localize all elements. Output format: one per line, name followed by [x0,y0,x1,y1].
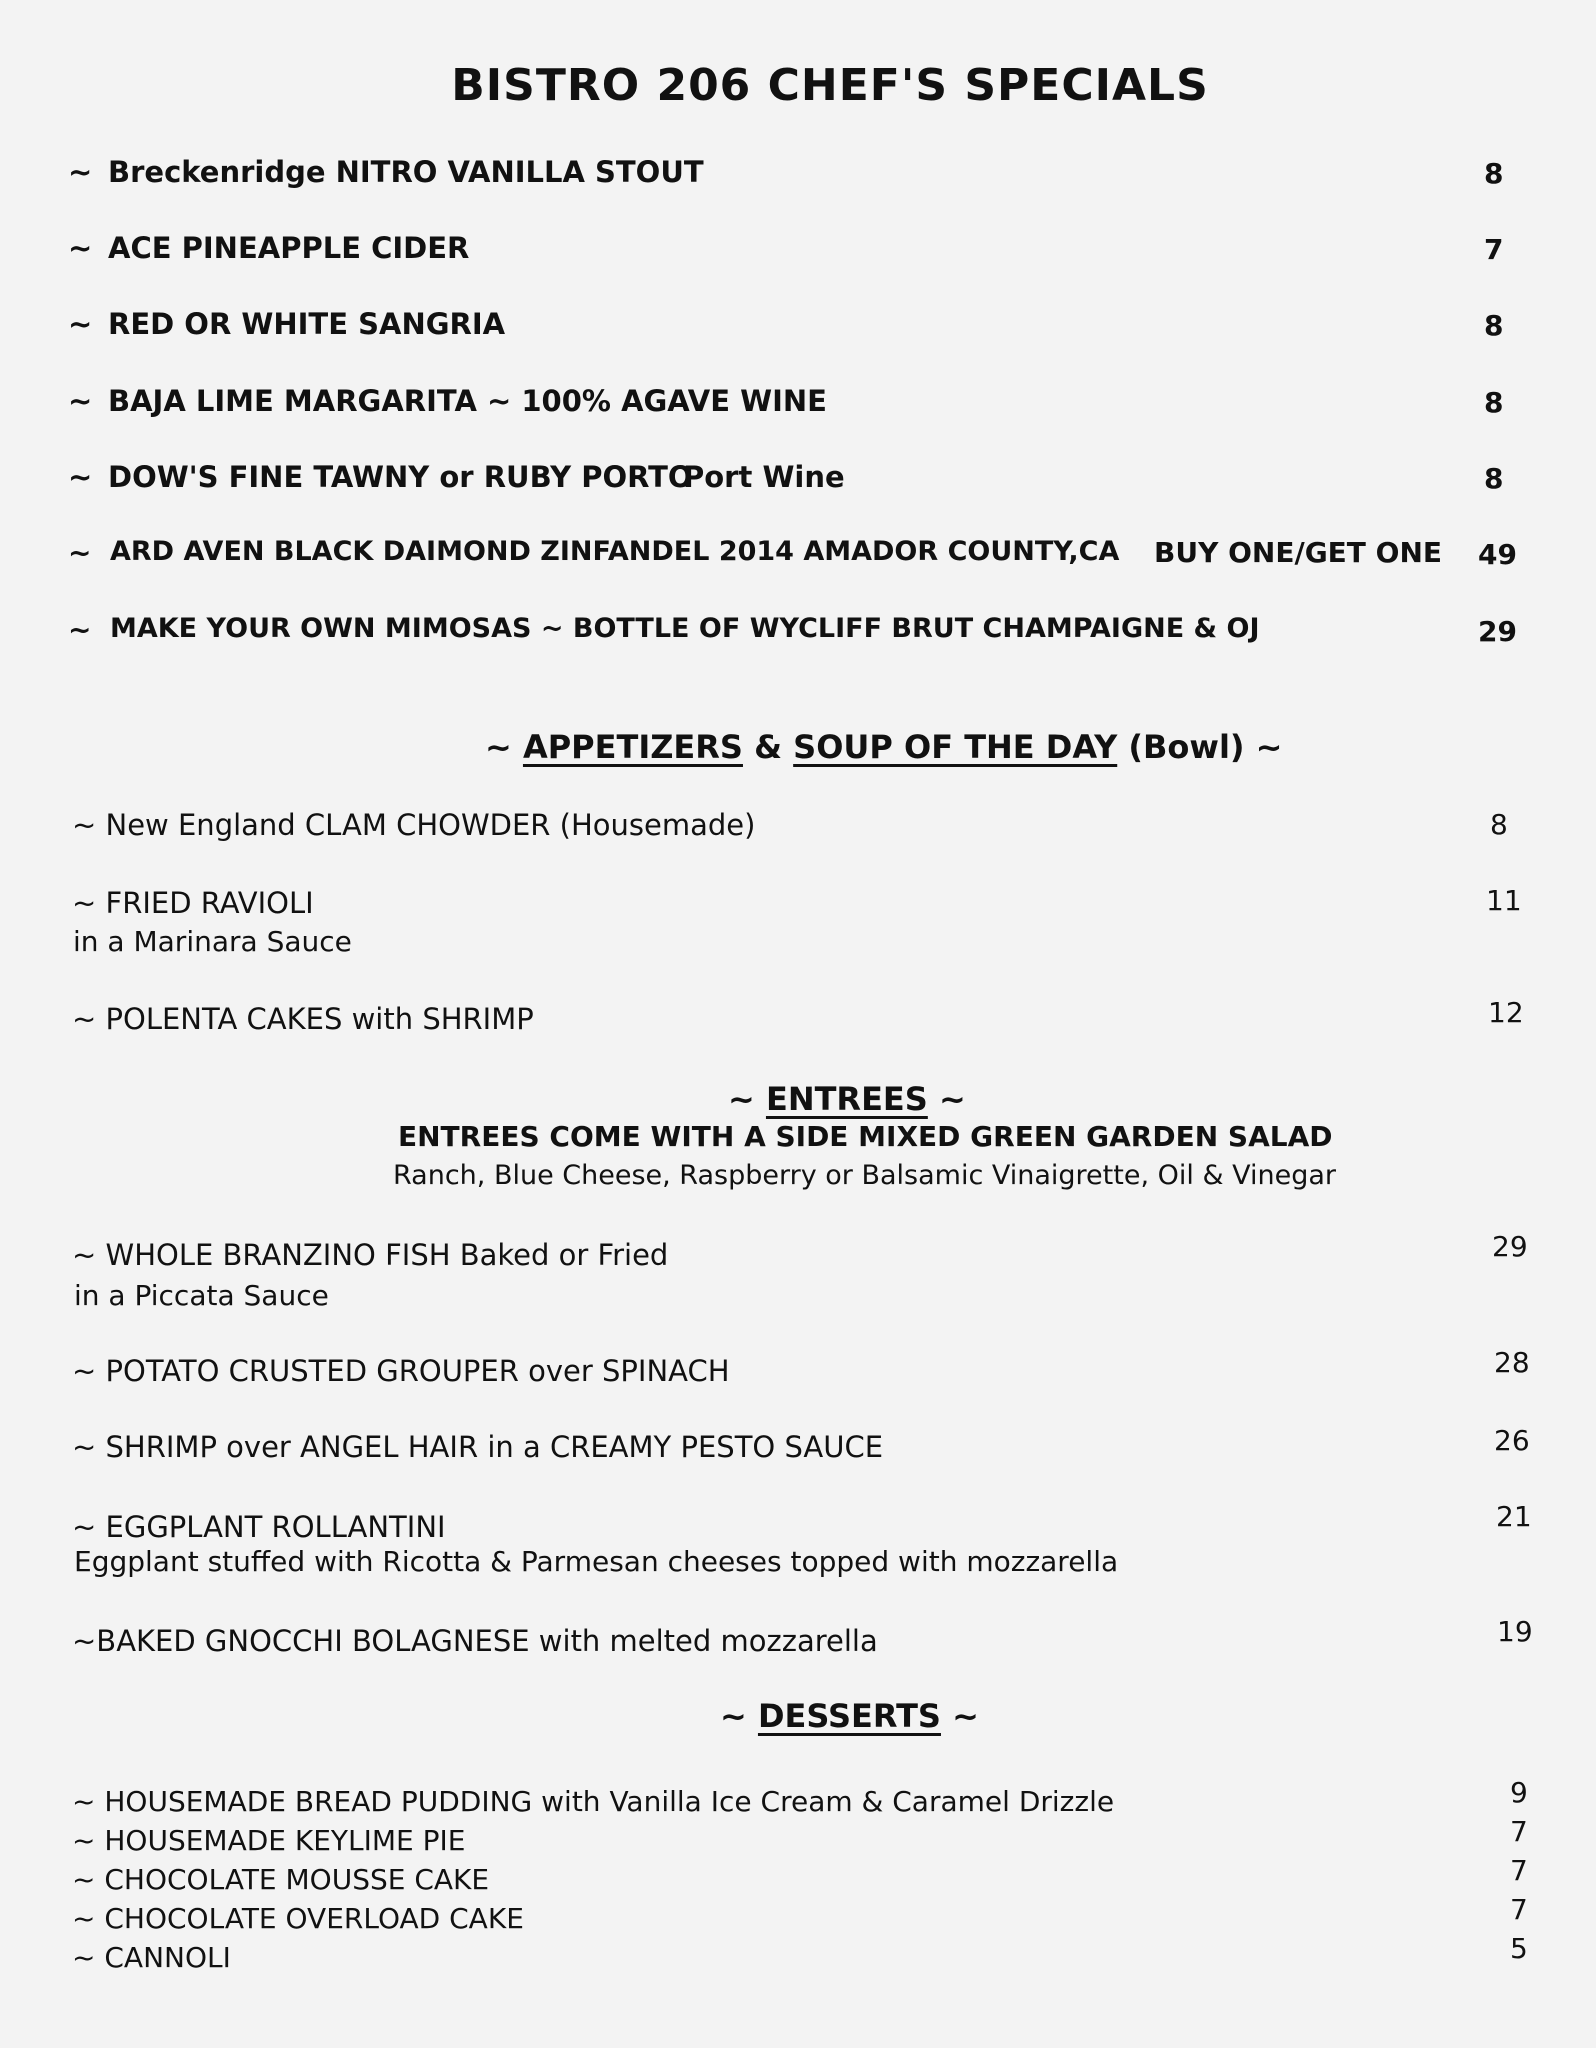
menu-item-price: 29 [1492,1230,1528,1263]
drink-name: ACE PINEAPPLE CIDER [108,231,470,265]
tilde: ~ [485,728,512,766]
page-title: BISTRO 206 CHEF'S SPECIALS [451,60,1209,111]
menu-item-price: 12 [1488,996,1524,1029]
appetizers-title: APPETIZERS [522,728,743,766]
drink-price: 8 [1484,386,1504,419]
drink-price: 8 [1484,309,1504,342]
drink-name: BAJA LIME MARGARITA ~ 100% AGAVE WINE [108,384,827,418]
drink-name: Breckenridge NITRO VANILLA STOUT [108,155,704,189]
menu-item-price: 9 [1510,1776,1528,1809]
menu-item-price: 19 [1497,1615,1533,1648]
menu-item-desc: Eggplant stuffed with Ricotta & Parmesan cheeses topped with mozzarella [74,1545,1119,1578]
drink-name: ARD AVEN BLACK DAIMOND ZINFANDEL 2014 AMADOR COUNTY,CA [110,536,1120,567]
menu-item-price: 8 [1490,808,1508,841]
menu-item-desc: in a Marinara Sauce [73,925,352,958]
menu-item-price: 11 [1486,884,1522,917]
drink-note: BUY ONE/GET ONE [1154,536,1443,569]
entrees-heading [728,1080,966,1118]
menu-item-price: 21 [1496,1500,1532,1533]
drink-tilde: ~ [68,155,93,189]
drink-name: RED OR WHITE SANGRIA [108,307,506,341]
drink-tilde: ~ [68,460,93,494]
entrees-subheading: ENTREES COME WITH A SIDE MIXED GREEN GARDEN SALAD [398,1120,1333,1153]
menu-item-price: 7 [1510,1854,1528,1887]
drink-price: 8 [1484,462,1504,495]
soup-title: SOUP OF THE DAY [793,728,1118,766]
drink-tilde: ~ [68,231,93,265]
drink-name: DOW'S FINE TAWNY or RUBY PORTO [108,460,693,494]
menu-item-name: ~ SHRIMP over ANGEL HAIR in a CREAMY PESTO SAUCE [72,1430,884,1464]
tilde: ~ [728,1080,755,1118]
drink-tilde: ~ [68,384,93,418]
menu-item-price: 7 [1510,1893,1528,1926]
menu-item-name: ~ CANNOLI [72,1941,231,1974]
tilde: ~ [720,1697,747,1735]
menu-item-name: ~ POTATO CRUSTED GROUPER over SPINACH [72,1354,730,1388]
tilde: ~ [938,1080,966,1118]
drink-tilde: ~ [68,307,93,341]
menu-item-name: ~ CHOCOLATE OVERLOAD CAKE [72,1902,524,1935]
drink-price: 8 [1484,157,1504,190]
drink-note: Port Wine [683,460,845,494]
menu-item-name: ~ New England CLAM CHOWDER (Housemade) [72,808,756,842]
entrees-title: ENTREES [765,1080,928,1118]
tilde: ~ [952,1697,979,1735]
ampersand: & [754,728,783,766]
menu-item-name: ~ POLENTA CAKES with SHRIMP [72,1002,534,1036]
bowl-note: (Bowl) [1128,728,1245,766]
drink-tilde: ~ [68,536,92,569]
menu-item-price: 26 [1494,1424,1530,1457]
menu-item-name: ~ HOUSEMADE KEYLIME PIE [72,1824,466,1857]
menu-item-name: ~ FRIED RAVIOLI [72,886,314,920]
menu-item-name: ~BAKED GNOCCHI BOLAGNESE with melted mozzarella [72,1624,878,1658]
menu-item-name: ~ CHOCOLATE MOUSSE CAKE [72,1863,490,1896]
menu-item-price: 28 [1494,1346,1530,1379]
drink-name: MAKE YOUR OWN MIMOSAS ~ BOTTLE OF WYCLIFF BRUT CHAMPAIGNE & OJ [110,613,1260,644]
menu-item-price: 5 [1510,1932,1528,1965]
desserts-heading [720,1697,979,1735]
menu-item-desc: in a Piccata Sauce [74,1279,329,1312]
menu-item-name: ~ WHOLE BRANZINO FISH Baked or Fried [72,1238,669,1272]
appetizers-heading [485,728,1282,766]
menu-item-price: 7 [1510,1815,1528,1848]
drink-tilde: ~ [68,613,92,646]
dressing-options: Ranch, Blue Cheese, Raspberry or Balsamic Vinaigrette, Oil & Vinegar [393,1160,1336,1191]
menu-item-name: ~ HOUSEMADE BREAD PUDDING with Vanilla Ice Cream & Caramel Drizzle [72,1785,1115,1818]
drink-price: 29 [1478,615,1517,648]
drink-price: 49 [1478,538,1517,571]
drink-price: 7 [1484,233,1504,266]
tilde: ~ [1255,728,1283,766]
menu-item-name: ~ EGGPLANT ROLLANTINI [72,1510,446,1544]
desserts-title: DESSERTS [757,1697,941,1735]
